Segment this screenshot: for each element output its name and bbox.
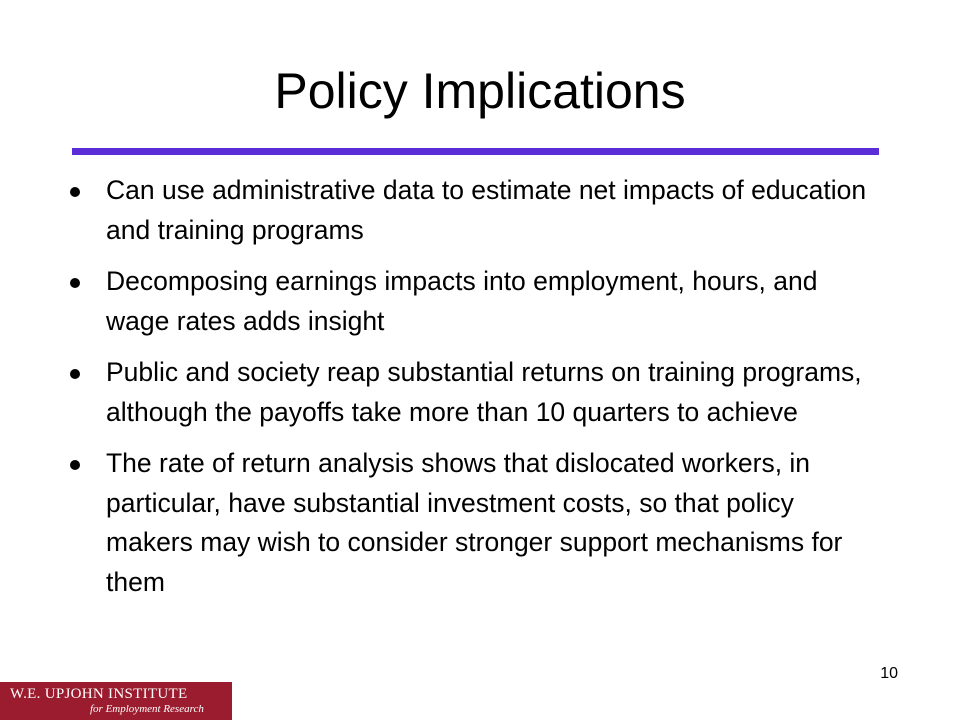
bullet-item [68,262,888,341]
bullet-item [68,353,888,432]
bullet-dot-icon [70,278,80,288]
bullet-dot-icon [70,369,80,379]
logo-main-text: W.E. UPJOHN INSTITUTE [10,686,188,702]
logo-sub-text: for Employment Research [90,703,204,715]
institute-logo [0,682,232,720]
bullet-list [68,171,888,614]
bullet-text: Can use administrative data to estimate net impacts of education and training programs [106,175,867,245]
page-number: 10 [880,665,898,682]
bullet-dot-icon [70,460,80,470]
bullet-item [68,171,888,250]
title-underline-divider [72,148,879,155]
bullet-text: Public and society reap substantial returns on training programs, although the payoffs take more than 10 quarters to achieve [106,357,862,427]
bullet-text: Decomposing earnings impacts into employment, hours, and wage rates adds insight [106,266,818,336]
slide-title: Policy Implications [274,63,686,119]
bullet-text: The rate of return analysis shows that dislocated workers, in particular, have substantial investment costs, so that policy makers may wish to consider stronger support mechanisms for them [106,448,843,597]
bullet-dot-icon [70,187,80,197]
bullet-item [68,444,888,602]
